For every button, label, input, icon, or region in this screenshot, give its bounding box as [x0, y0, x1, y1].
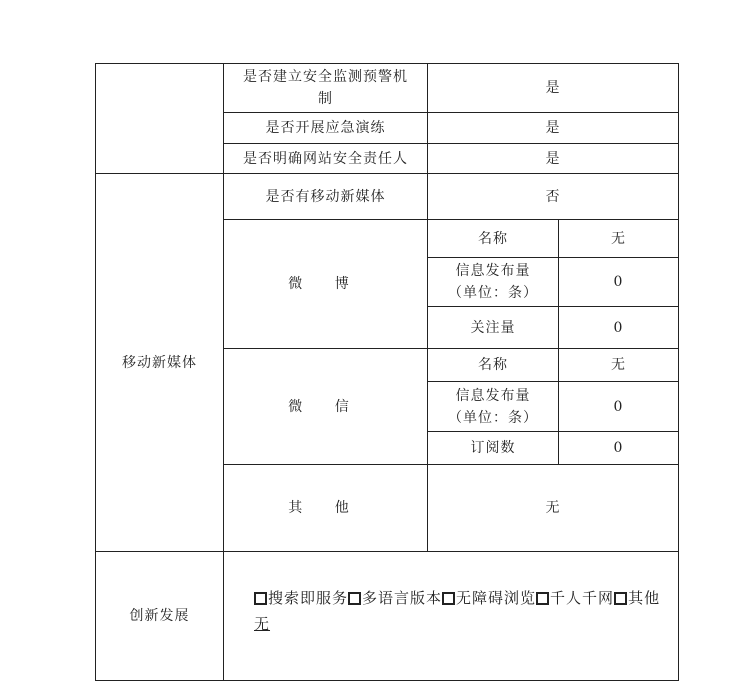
option-accessibility[interactable]: [442, 589, 536, 607]
innovation-section-cell: [95, 551, 224, 681]
innovation-options-cell: [223, 551, 679, 681]
owner-value-cell: [427, 143, 679, 174]
weibo-followers-label-cell: [427, 306, 559, 349]
weibo-name-value-cell: [558, 219, 679, 258]
weibo-followers-value: 0: [613, 319, 624, 336]
wechat-label-cell: [223, 348, 428, 465]
other-label-cell: [223, 464, 428, 552]
other-value: 无: [545, 500, 561, 516]
has-media-label-cell: [223, 173, 428, 220]
has-media-value: 否: [545, 188, 561, 205]
weibo-name-label-cell: [427, 219, 559, 258]
media-section-label: 移动新媒体: [122, 354, 197, 371]
checkbox-icon[interactable]: [348, 592, 361, 605]
wechat-posts-value: 0: [613, 398, 624, 415]
wechat-subscribers-value: 0: [613, 440, 624, 456]
drill-label: 是否开展应急演练: [265, 120, 386, 136]
checkbox-icon[interactable]: [536, 592, 549, 605]
weibo-posts-label: 信息发布量（单位：条）: [448, 263, 538, 301]
innovation-options: [254, 585, 660, 637]
has-media-label: 是否有移动新媒体: [265, 188, 386, 205]
owner-label-cell: [223, 143, 428, 174]
warning-value-cell: [427, 63, 679, 113]
option-multilingual[interactable]: [348, 589, 442, 607]
checkbox-icon[interactable]: [614, 592, 627, 605]
innovation-section-label: 创新发展: [129, 608, 190, 624]
drill-value: 是: [545, 120, 561, 136]
weibo-followers-value-cell: [558, 306, 679, 349]
checkbox-icon[interactable]: [254, 592, 267, 605]
option-label: 多语言版本: [362, 589, 443, 607]
option-label: 搜索即服务: [268, 589, 349, 607]
has-media-value-cell: [427, 173, 679, 220]
weibo-posts-label-cell: [427, 257, 559, 307]
weibo-name-value: 无: [611, 230, 626, 247]
other-value-cell: [427, 464, 679, 552]
wechat-name-value-cell: [558, 348, 679, 382]
wechat-name-label-cell: [427, 348, 559, 382]
media-section-cell: [95, 173, 224, 552]
warning-value: 是: [545, 80, 561, 96]
option-label: 无障碍浏览: [456, 589, 537, 607]
wechat-subscribers-label-cell: [427, 431, 559, 465]
wechat-name-value: 无: [611, 357, 626, 373]
weibo-posts-value-cell: [558, 257, 679, 307]
warning-label: 是否建立安全监测预警机制: [243, 69, 408, 107]
checkbox-icon[interactable]: [442, 592, 455, 605]
option-label: 其他: [628, 589, 661, 607]
drill-value-cell: [427, 112, 679, 144]
weibo-posts-value: 0: [613, 274, 624, 290]
weibo-followers-label: 关注量: [470, 319, 516, 336]
owner-value: 是: [545, 150, 561, 167]
weibo-label-cell: [223, 219, 428, 349]
wechat-subscribers-value-cell: [558, 431, 679, 465]
owner-label: 是否明确网站安全责任人: [243, 150, 408, 167]
option-search-service[interactable]: [254, 589, 348, 607]
drill-label-cell: [223, 112, 428, 144]
other-label: 其 他: [288, 500, 363, 516]
option-personalized[interactable]: [536, 589, 614, 607]
wechat-subscribers-label: 订阅数: [470, 440, 516, 456]
security-section-cell: [95, 63, 224, 174]
option-label: 千人千网: [550, 589, 615, 607]
wechat-name-label: 名称: [478, 357, 508, 373]
weibo-name-label: 名称: [478, 230, 508, 247]
weibo-label: 微 博: [288, 276, 363, 292]
other-innovation-value: 无: [254, 615, 271, 633]
wechat-posts-label-cell: [427, 381, 559, 432]
option-other[interactable]: [614, 589, 660, 607]
warning-label-cell: [223, 63, 428, 113]
wechat-label: 微 信: [288, 398, 363, 415]
wechat-posts-value-cell: [558, 381, 679, 432]
wechat-posts-label: 信息发布量（单位：条）: [448, 387, 538, 426]
